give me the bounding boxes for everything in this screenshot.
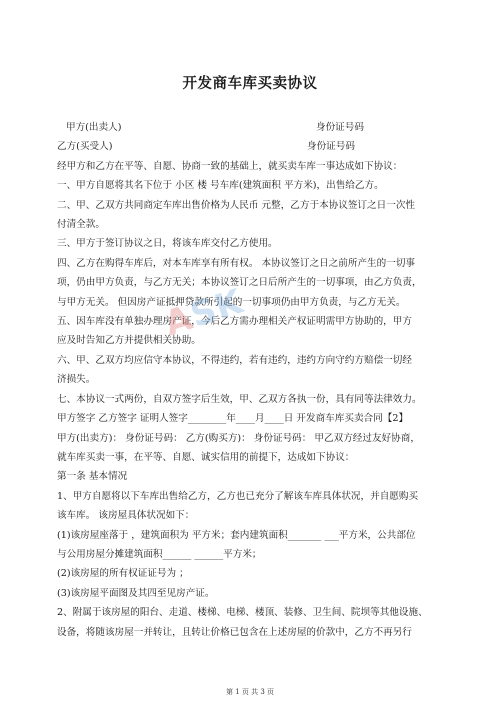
text-line: 三、甲方于签订协议之日，将该车库交付乙方使用。 xyxy=(57,238,278,250)
text-line: 应及时告知乙方并提供相关协助。 xyxy=(57,335,201,347)
text-line: 甲方签字 乙方签字 证明人签字________年____月____日 开发商车库买卖合同【2】 xyxy=(57,413,409,425)
document-body xyxy=(57,118,443,642)
text-line: 就车库买卖一事，在平等、自愿、诚实信用的前提下，达成如下协议： xyxy=(57,451,355,463)
text-line: 济损失。 xyxy=(57,374,96,386)
text-line: 付清全款。 xyxy=(57,219,105,231)
text-line: 七、本协议一式两份，自双方签字后生效，甲、乙双方各执一份，具有同等法律效力。 xyxy=(57,393,422,405)
text-line: 经甲方和乙方在平等、自愿、协商一致的基础上，就买卖车库一事达成如下协议： xyxy=(57,160,403,172)
text-line: 五、因车库没有单独办理房产证，今后乙方需办理相关产权证明需甲方协助的，甲方 xyxy=(57,316,412,328)
party-b-label: 乙方(买受人) xyxy=(57,141,113,153)
text-line: 六、甲、乙双方均应信守本协议，不得违约，若有违约，违约方向守约方赔偿一切经 xyxy=(57,354,412,366)
text-line: 二、甲、乙双方共同商定车库出售价格为人民币 元整，乙方于本协议签订之日一次性 xyxy=(57,199,416,211)
party-a-label: 甲方(出卖人) xyxy=(66,122,122,133)
document-title: 开发商车库买卖协议 xyxy=(182,75,318,92)
watermark-text-b: SK xyxy=(185,281,249,336)
party-b-id-label: 身份证号码 xyxy=(307,141,355,153)
text-line: 2、附属于该房屋的阳台、走道、楼梯、电梯、楼顶、装修、卫生间、院坝等其他设施、 xyxy=(57,607,428,619)
text-line: 该车库。 该房屋具体状况如下： xyxy=(57,510,195,522)
text-line: (1)该房屋座落于 ，建筑面积为 平方米；套内建筑面积_______ ___平方米，公共部位 xyxy=(57,529,416,541)
page-footer: 第 1 页 共 3 页 xyxy=(225,688,275,696)
text-line: 1、甲方自愿将以下车库出售给乙方，乙方也已充分了解该车库具体状况，并自愿购买 xyxy=(57,490,419,502)
party-b-row xyxy=(57,137,443,156)
text-line: 甲方(出卖方)： 身份证号码： 乙方(购买方)： 身份证号码： 甲乙双方经过友好协商， xyxy=(57,432,420,444)
text-line: 与甲方无关。 但因房产证抵押贷款所引起的一切事项仍由甲方负责，与乙方无关。 xyxy=(57,296,406,308)
party-a-id-label: 身份证号码 xyxy=(316,122,364,133)
text-line: 与公用房屋分摊建筑面积______ ______平方米； xyxy=(57,548,262,560)
text-line: (2)该房屋的所有权证证号为 ； xyxy=(57,568,189,580)
text-line: 设备，将随该房屋一并转让，且转让价格已包含在上述房屋的价款中，乙方不再另行 xyxy=(57,626,412,638)
text-line: (3)该房屋平面图及其四至见房产证。 xyxy=(57,587,215,599)
party-a-row xyxy=(57,118,443,137)
text-line: 项，仍由甲方负责，与乙方无关；本协议签订之日后所产生的一切事项，由乙方负责， xyxy=(57,277,422,289)
text-line: 一、甲方自愿将其名下位于 小区 楼 号车库(建筑面积 平方米)，出售给乙方。 xyxy=(57,180,384,192)
text-line: 第一条 基本情况 xyxy=(57,471,128,483)
text-line: 四、乙方在购得车库后，对本车库享有所有权。 本协议签订之日之前所产生的一切事 xyxy=(57,257,416,269)
watermark-text-a: A xyxy=(159,297,199,345)
